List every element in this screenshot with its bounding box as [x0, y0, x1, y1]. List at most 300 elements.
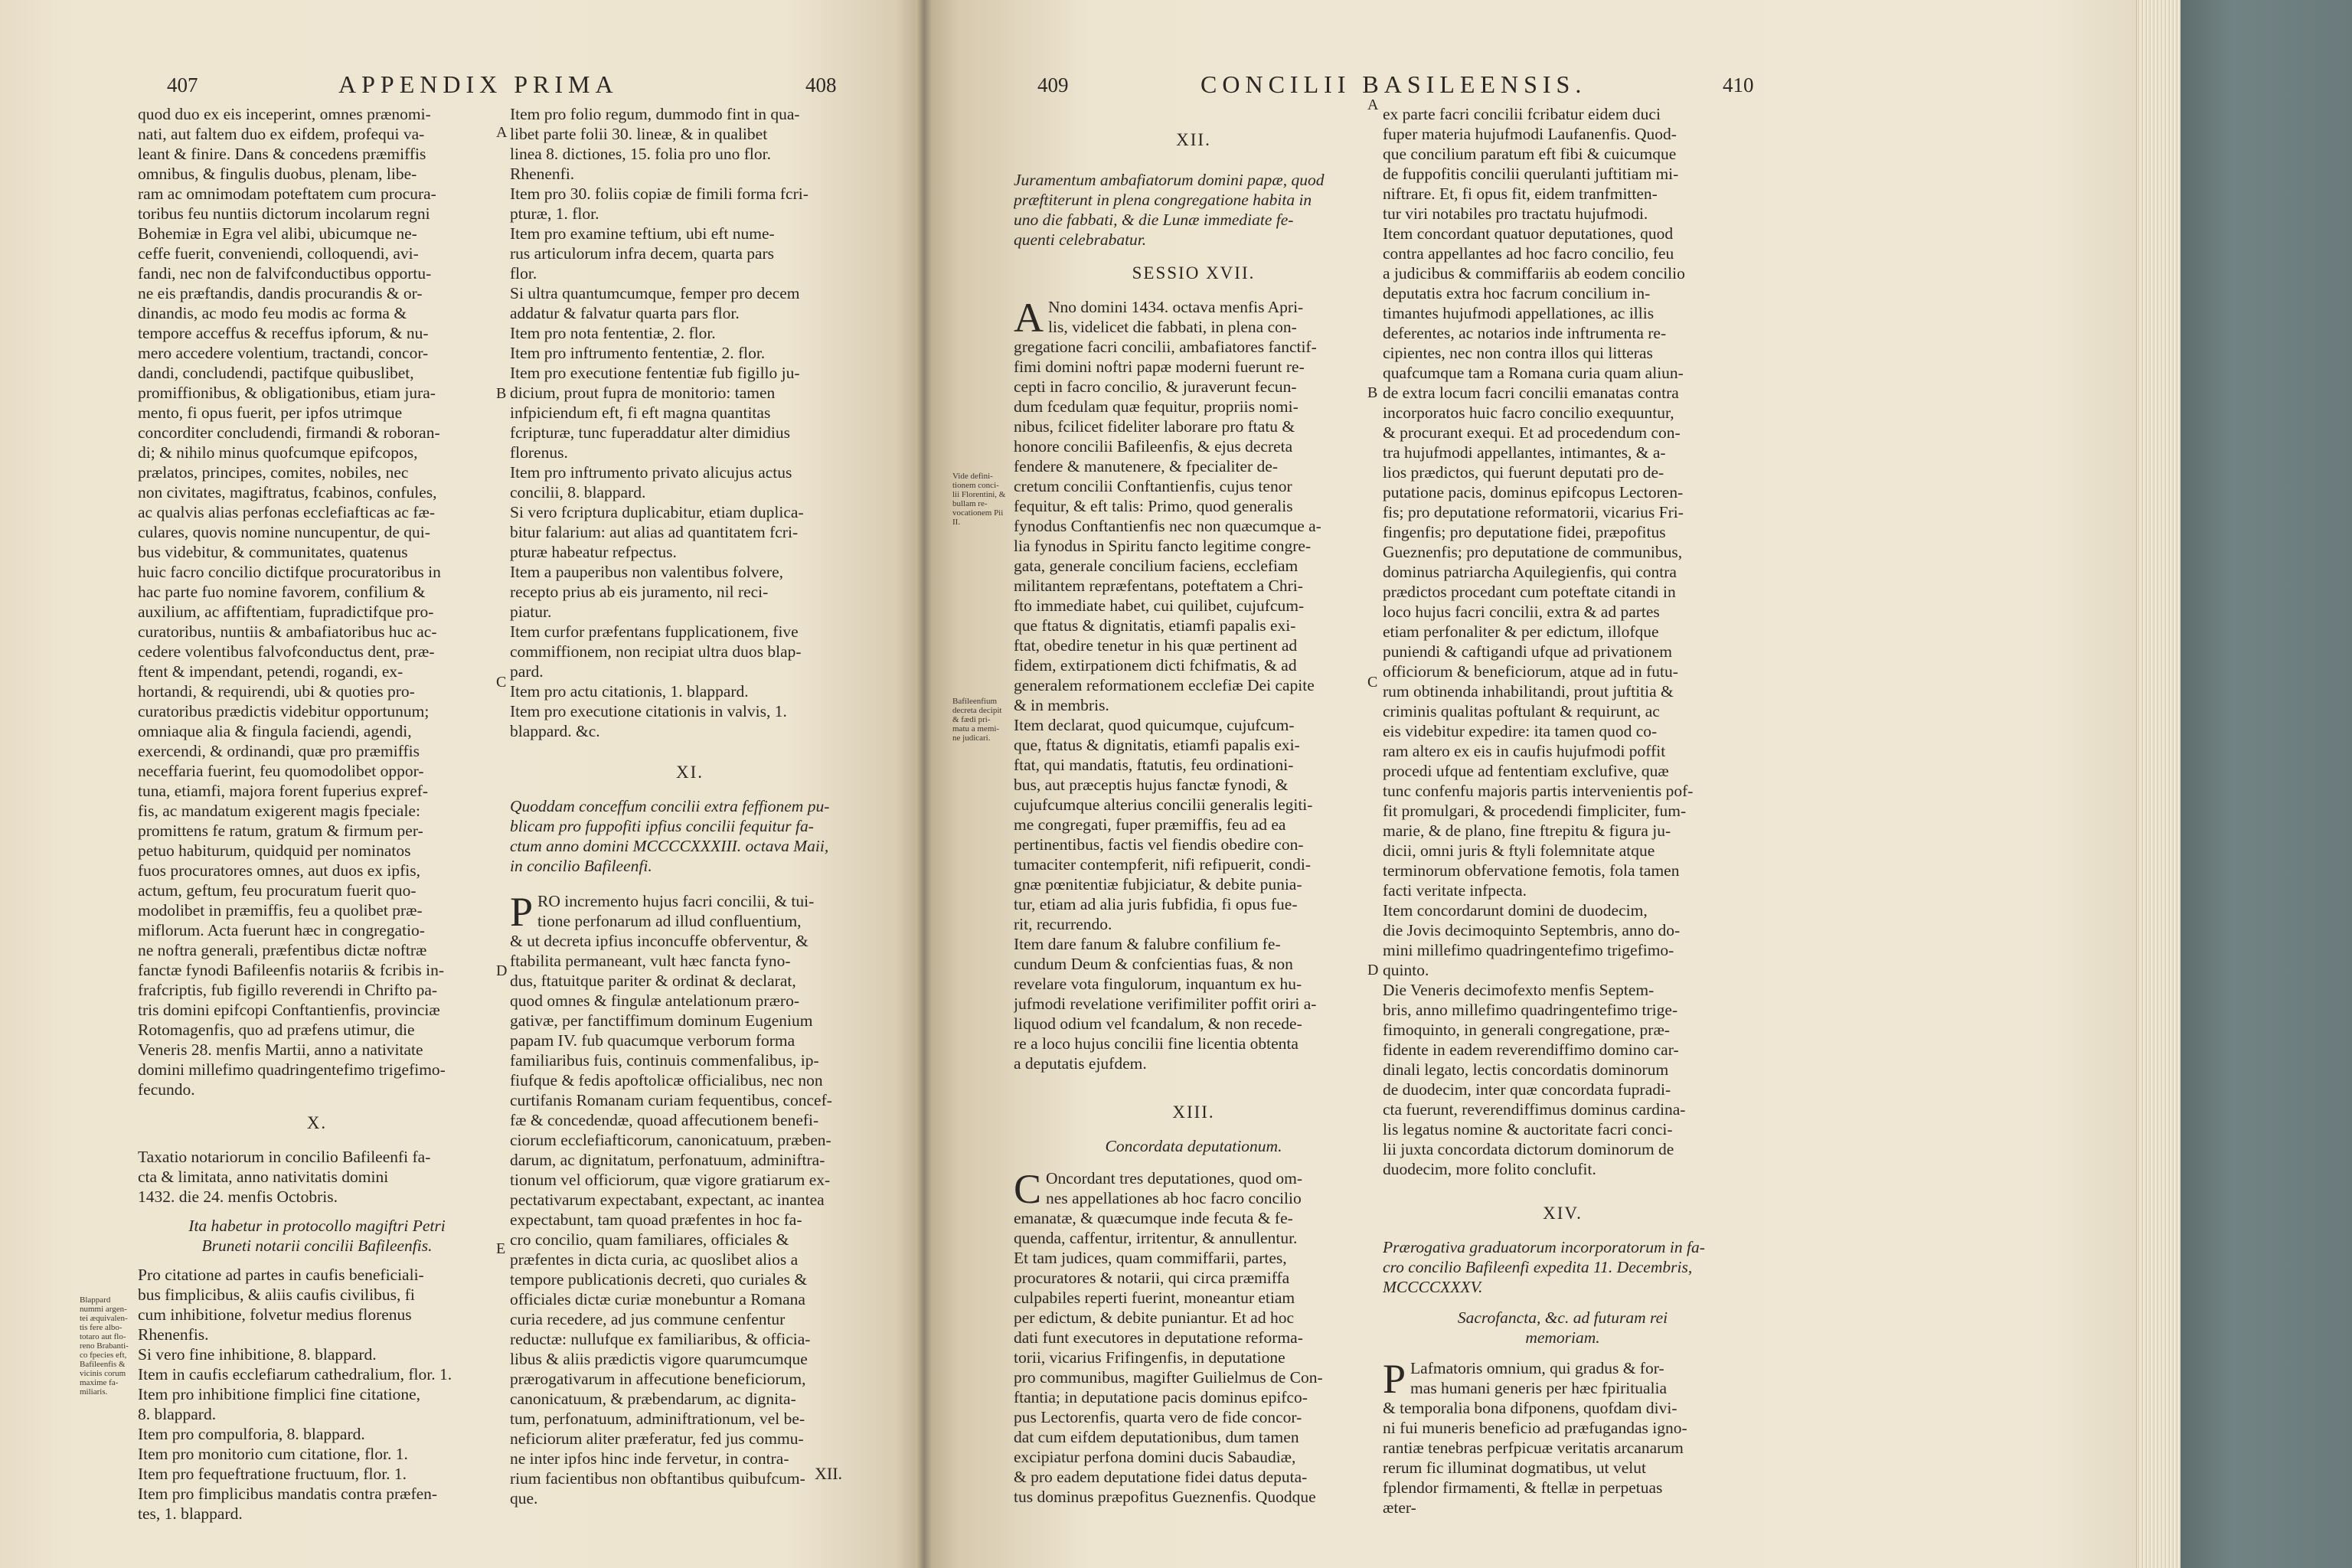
- text-line: per edictum, & debite puniantur. Et ad hoc: [1014, 1308, 1294, 1327]
- text-line: Item pro inhibitione fimplici fine citatione,: [138, 1385, 420, 1403]
- page-number: 408: [805, 74, 837, 96]
- margin-letter: A: [496, 124, 508, 141]
- text-line: neficiorum aliter præferatur, fed jus commu-: [510, 1429, 804, 1448]
- text-line: huic facro concilio dictifque procuratoribus in: [138, 563, 441, 581]
- text-line: cretum concilii Conftantienfis, cujus tenor: [1014, 477, 1292, 495]
- text-line: fit promulgari, & procedendi fimpliciter, fum-: [1383, 802, 1687, 820]
- page-edges: [2136, 0, 2181, 1568]
- text-line: libet parte folii 30. lineæ, & in qualibet: [510, 125, 768, 143]
- text-line: Item pro 30. foliis copiæ de fimili forma fcri-: [510, 185, 808, 203]
- text-line: Item pro executione fententiæ fub figillo ju-: [510, 364, 800, 382]
- text-line: Si ultra quantumcumque, femper pro decem: [510, 284, 800, 302]
- text-line: quod omnes & fingulæ antelationum præro-: [510, 991, 799, 1010]
- text-line: culpabiles reperti fuerint, moneantur etiam: [1014, 1289, 1295, 1307]
- text-line: rit, recurrendo.: [1014, 915, 1112, 933]
- text-line: lis, videlicet die fabbati, in plena con-: [1048, 318, 1297, 336]
- text-line: tur, etiam ad alia juris fubfidia, fi opus fue-: [1014, 895, 1298, 913]
- text-line: pard.: [510, 662, 544, 681]
- text-line: gregatione facri concilii, ambafiatores fanctif-: [1014, 338, 1317, 356]
- text-line: deputatis extra hoc facrum concilium in-: [1383, 284, 1651, 302]
- text-line: terminorum obfervatione femotis, fola tamen: [1383, 861, 1680, 880]
- background-board: [2180, 0, 2352, 1568]
- session-heading: SESSIO XVII.: [1132, 263, 1256, 283]
- text-line: tris domini epifcopi Conftantienfis, provinciæ: [138, 1001, 440, 1019]
- text-line: de fuppofitis concilii querulanti juftitiam mi-: [1383, 165, 1679, 183]
- text-line: prædictos procedant cum poteftate citandi in: [1383, 583, 1676, 601]
- text-line: pro communibus, magifter Guilielmus de Con-: [1014, 1368, 1323, 1387]
- text-line: ciorum ecclefiafticorum, canonicatuum, præben-: [510, 1131, 831, 1149]
- text-line: rantiæ tenebras perfpicuæ veritatis arcanarum: [1383, 1439, 1684, 1457]
- left-column-2: [510, 104, 870, 1508]
- text-line: fanctæ fynodi Bafileenfis notariis & fcribis in-: [138, 961, 445, 979]
- text-line: hac parte fuo nomine favorem, confilium &: [138, 583, 426, 601]
- text-line: Si vero fcriptura duplicabitur, etiam duplica-: [510, 503, 804, 521]
- text-line: liquod odium vel fcandalum, & non recede-: [1014, 1014, 1302, 1033]
- section-heading: XI.: [675, 763, 704, 782]
- text-line: Nno domini 1434. octava menfis Apri-: [1048, 298, 1304, 316]
- text-line: revelare vota fingulorum, inquantum ex hu-: [1014, 975, 1302, 993]
- text-line: fingenfis; pro deputatione fidei, præpofitus: [1383, 523, 1666, 541]
- text-line: expectabunt, tam quoad præfentes in hoc fa-: [510, 1210, 802, 1229]
- margin-note: Vide defini- tionem conci- lii Florentini, & bullam re- vocationem Pii II.: [952, 472, 1006, 527]
- text-line: torii, vicarius Frifingenfis, in deputatione: [1014, 1348, 1285, 1367]
- paragraph: [510, 891, 870, 1508]
- text-line: Item pro nota fententiæ, 2. flor.: [510, 324, 716, 342]
- text-line: tumaciter contempferit, nifi refipuerit, condi-: [1014, 855, 1312, 874]
- text-line: nibus, fcilicet fideliter laborare pro ftatu &: [1014, 417, 1295, 436]
- text-line: tempore acceffus & receffus ipforum, & nu-: [138, 324, 429, 342]
- italic-note: Concordata deputationum.: [1105, 1137, 1282, 1155]
- text-line: fecundo.: [138, 1080, 195, 1099]
- text-line: criminis qualitas poftulant & requirunt, ac: [1383, 702, 1660, 720]
- text-line: ftat, qui mandatis, ftatutis, feu ordinationi-: [1014, 756, 1294, 774]
- text-line: Si vero fine inhibitione, 8. blappard.: [138, 1345, 377, 1364]
- text-line: & in membris.: [1014, 696, 1109, 714]
- text-line: ex parte facri concilii fcribatur eidem duci: [1383, 105, 1661, 123]
- text-line: flor.: [510, 264, 537, 283]
- text-line: miflorum. Acta fuerunt hæc in congregatio-: [138, 921, 425, 939]
- text-line: Rotomagenfis, quo ad præfens utimur, die: [138, 1021, 415, 1039]
- text-line: emanatæ, & quæcumque inde fecuta & fe-: [1014, 1209, 1293, 1227]
- text-line: die Jovis decimoquinto Septembris, anno do-: [1383, 921, 1681, 939]
- text-line: frafcriptis, fub figillo reverendi in Chrifto pa-: [138, 981, 438, 999]
- italic-note: quenti celebrabatur.: [1014, 230, 1147, 249]
- text-line: fuper materia hujufmodi Laufanenfis. Quod-: [1383, 125, 1677, 143]
- text-line: 8. blappard.: [138, 1405, 217, 1423]
- text-line: quod duo ex eis inceperint, omnes prænomi-: [138, 105, 431, 123]
- text-line: pectativarum expectabant, expectant, ac inantea: [510, 1191, 825, 1209]
- italic-note: blicam pro fuppofiti ipfius concilii fequitur fa-: [510, 817, 814, 835]
- text-line: omniaque alia & fingula faciendi, agendi,: [138, 722, 412, 740]
- text-line: que.: [510, 1489, 538, 1508]
- text-line: cipientes, nec non contra illos qui litteras: [1383, 344, 1653, 362]
- left-column-1: [138, 104, 496, 1524]
- text-line: etiam perfonaliter & per edictum, illofque: [1383, 622, 1659, 641]
- text-line: pus Lectorenfis, quarta vero de fide concor-: [1014, 1408, 1302, 1426]
- italic-note: præftiterunt in plena congregatione habita in: [1014, 191, 1312, 209]
- text-line: fis; pro deputatione reformatorii, vicarius Fri-: [1383, 503, 1684, 521]
- text-line: & pro eadem deputatione fidei datus deputa-: [1014, 1468, 1308, 1486]
- text-line: recepto prius ab eis juramento, nil reci-: [510, 583, 769, 601]
- text-line: exercendi, & ordinandi, quæ pro præmiffis: [138, 742, 420, 760]
- italic-note: Bruneti notarii concilii Bafileenfis.: [201, 1236, 433, 1255]
- text-line: niftrare. Et, fi opus fit, eidem tranfmitten-: [1383, 185, 1658, 203]
- text-line: Taxatio notariorum in concilio Bafileenfi fa-: [138, 1148, 431, 1166]
- text-line: Item dare fanum & falubre confilium fe-: [1014, 935, 1281, 953]
- text-line: hortandi, & requirendi, ubi & quoties pro-: [138, 682, 415, 701]
- margin-letter: C: [1367, 674, 1378, 691]
- text-line: Item pro compulforia, 8. blappard.: [138, 1425, 365, 1443]
- text-line: que ftatus & dignitatis, etiamfi papalis exi-: [1014, 616, 1296, 635]
- text-line: Item concordant quatuor deputationes, quod: [1383, 224, 1674, 243]
- text-line: cedere volentibus falvofconductus dent, præ-: [138, 642, 435, 661]
- text-line: mento, fi opus fuerit, per ipfos utrimque: [138, 403, 403, 422]
- text-line: lia fynodus in Spiritu fancto legitime congre-: [1014, 537, 1312, 555]
- text-line: dicii, omni juris & ftyli folemnitate atque: [1383, 841, 1655, 860]
- margin-note: Bafileenfium decreta decipit & fædi pri- matu a memi- ne judicari.: [952, 697, 1002, 743]
- text-line: ac qualvis alias perfonas ecclefiafticas ac fæ-: [138, 503, 435, 521]
- text-line: a judicibus & commiffariis ab eodem concilio: [1383, 264, 1685, 283]
- text-line: curtifanis Romanam curiam fequentibus, concef-: [510, 1091, 832, 1109]
- text-line: fis, ac mandatum exigerent magis fpeciale:: [138, 802, 420, 820]
- text-line: de duodecim, inter quæ concordata fupradi-: [1383, 1080, 1671, 1099]
- text-line: cepti in facro concilio, & juraverunt fecun-: [1014, 377, 1297, 396]
- text-line: linea 8. dictiones, 15. folia pro uno flor.: [510, 145, 771, 163]
- italic-note: in concilio Bafileenfi.: [510, 857, 652, 875]
- margin-letter: D: [496, 962, 508, 979]
- text-line: puniendi & caftigandi ufque ad privationem: [1383, 642, 1672, 661]
- text-line: tempore publicationis decreti, quo curiales &: [510, 1270, 808, 1289]
- paragraph: [1014, 1168, 1374, 1507]
- text-line: Et tam judices, quam commiffarii, partes,: [1014, 1249, 1287, 1267]
- text-line: 1432. die 24. menfis Octobris.: [138, 1187, 338, 1206]
- text-line: & procurant exequi. Et ad procedendum con-: [1383, 423, 1681, 442]
- text-line: tunc confenfu majoris partis intervenientis pof-: [1383, 782, 1694, 800]
- paragraph: [1014, 297, 1374, 1073]
- text-line: fuos procuratores omnes, aut duos ex ipfis,: [138, 861, 421, 880]
- text-line: & temporalia bona difponens, quofdam divi-: [1383, 1399, 1677, 1417]
- text-line: quenda, caffentur, irritentur, & annullentur.: [1014, 1229, 1298, 1247]
- text-line: Rhenenfis.: [138, 1325, 209, 1344]
- text-line: Item pro executione citationis in valvis, 1.: [510, 702, 787, 720]
- text-line: promiffionibus, & obligationibus, etiam jura-: [138, 384, 436, 402]
- text-line: prærogativarum in affecutione beneficiorum,: [510, 1370, 806, 1388]
- margin-letter: C: [496, 674, 507, 691]
- text-line: auxilium, ac affiftentiam, fupradictifque pro-: [138, 603, 434, 621]
- text-line: æter-: [1383, 1498, 1416, 1517]
- text-line: Item pro fimplicibus mandatis contra præfen-: [138, 1485, 438, 1503]
- text-line: timantes hujufmodi appellationes, ac illis: [1383, 304, 1655, 322]
- text-line: Item pro inftrumento fententiæ, 2. flor.: [510, 344, 766, 362]
- text-line: cta & limitata, anno nativitatis domini: [138, 1168, 389, 1186]
- text-line: cum inhibitione, folvetur medius florenus: [138, 1305, 412, 1324]
- text-line: tus dominus præpofitus Gueznenfis. Quodque: [1014, 1488, 1316, 1506]
- text-line: lii juxta concordata dictorum dominorum de: [1383, 1140, 1674, 1158]
- italic-note: ctum anno domini MCCCCXXXIII. octava Maii,: [510, 837, 829, 855]
- margin-letter: E: [496, 1240, 506, 1257]
- drop-cap: P: [1383, 1356, 1406, 1402]
- section-heading: XIV.: [1543, 1204, 1583, 1223]
- text-line: curatoribus, nuntiis & ambafiatoribus huc ac-: [138, 622, 437, 641]
- text-line: modolibet in præmiffis, feu a quolibet præ-: [138, 901, 423, 920]
- italic-note: Sacrofancta, &c. ad futuram rei: [1457, 1308, 1668, 1327]
- text-line: que concilium paratum eft fibi & cuicumque: [1383, 145, 1677, 163]
- text-line: dum fcedulam quæ fequitur, propriis nomi-: [1014, 397, 1298, 416]
- page-number: 410: [1723, 74, 1754, 96]
- text-line: gnæ pœnitentiæ fubjiciatur, & debite punia-: [1014, 875, 1302, 893]
- italic-note: cro concilio Bafileenfi expedita 11. Decembris,: [1383, 1258, 1693, 1276]
- text-line: gata, generale concilium faciens, ecclefiam: [1014, 557, 1298, 575]
- text-line: fidem, extirpationem dicti fchifmatis, & ad: [1014, 656, 1297, 675]
- text-line: culares, quovis nomine nuncupentur, de qui-: [138, 523, 430, 541]
- italic-note: MCCCCXXXV.: [1383, 1278, 1483, 1296]
- text-line: Item pro fequeftratione fructuum, flor. 1.: [138, 1465, 407, 1483]
- text-line: militantem repræfentans, poteftatem a Chri-: [1014, 577, 1303, 595]
- text-line: concorditer concludendi, firmandi & roboran-: [138, 423, 440, 442]
- text-line: cro concilio, quam familiares, officiales &: [510, 1230, 789, 1249]
- text-line: bris, anno millefimo quadringentefimo trige-: [1383, 1001, 1678, 1019]
- text-line: curatoribus prædictis videbitur opportunum;: [138, 702, 430, 720]
- text-line: prælatos, principes, comites, nobiles, nec: [138, 463, 409, 482]
- text-line: di; & nihilo minus quofcumque epifcopos,: [138, 443, 418, 462]
- text-line: addatur & falvatur quarta pars flor.: [510, 304, 740, 322]
- text-line: ne noftra generali, præfentibus dictæ noftræ: [138, 941, 427, 959]
- text-line: loco hujus facri concilii, extra & ad partes: [1383, 603, 1660, 621]
- text-line: Veneris 28. menfis Martii, anno a nativitate: [138, 1040, 423, 1059]
- text-line: jufmodi revelatione verifimiliter poffit oriri a-: [1014, 995, 1317, 1013]
- drop-cap: C: [1014, 1166, 1042, 1212]
- text-line: cta fuerunt, reverendiffimus dominus cardina-: [1383, 1100, 1686, 1119]
- text-line: dinali legato, lectis concordatis dominorum: [1383, 1060, 1669, 1079]
- text-line: eis videbitur expedire: ita tamen quod co-: [1383, 722, 1658, 740]
- text-line: RO incremento hujus facri concilii, & tui-: [537, 892, 815, 910]
- text-line: Item pro actu citationis, 1. blappard.: [510, 682, 749, 701]
- text-line: fimoquinto, in generali congregatione, præ-: [1383, 1021, 1670, 1039]
- text-line: facti veritate infpecta.: [1383, 881, 1527, 900]
- text-line: domini millefimo quadringentefimo trigefimo-: [138, 1060, 446, 1079]
- text-line: darum, ac dignitatum, perfonatuum, adminiftra-: [510, 1151, 825, 1169]
- text-line: me congregati, fuper præmiffis, feu ad ea: [1014, 815, 1286, 834]
- text-line: dicium, prout fupra de monitorio: tamen: [510, 384, 776, 402]
- text-line: Item concordarunt domini de duodecim,: [1383, 901, 1648, 920]
- text-line: ne inter ipfos hinc inde fervetur, in contra-: [510, 1449, 789, 1468]
- text-line: & ut decreta ipfius inconcuffe obferventur, &: [510, 932, 808, 950]
- text-line: mero accedere volentium, tractandi, concor-: [138, 344, 429, 362]
- text-line: re a loco hujus concilii fine licentia obtenta: [1014, 1034, 1298, 1053]
- text-line: fcripturæ, tunc fuperaddatur alter dimidius: [510, 423, 790, 442]
- text-line: petuo habiturum, quidquid per nominatos: [138, 841, 411, 860]
- text-line: Oncordant tres deputationes, quod om-: [1046, 1169, 1302, 1187]
- italic-note: uno die fabbati, & die Lunæ immediate fe-: [1014, 211, 1294, 229]
- text-line: procedi ufque ad fententiam exclufive, quæ: [1383, 762, 1669, 780]
- text-line: pturæ, 1. flor.: [510, 204, 599, 223]
- text-line: ftent & impendant, petendi, rogandi, ex-: [138, 662, 403, 681]
- text-line: nes appellationes ab hoc facro concilio: [1046, 1189, 1302, 1207]
- italic-note: Juramentum ambafiatorum domini papæ, quod: [1014, 171, 1325, 189]
- text-line: pertinentibus, factis vel fiendis obedire con-: [1014, 835, 1304, 854]
- text-line: tum, perfonatuum, adminiftrationum, vel be-: [510, 1410, 805, 1428]
- text-line: curia recedere, ad jus commune cenfentur: [510, 1310, 786, 1328]
- margin-note: Blappard nummi argen- tei æquivalen- tis fere albo- totaro aut flo- reno Brabanti- co fpecies eft, Bafileenfis & vicinis corum maxime fa- miliaris.: [80, 1295, 129, 1396]
- text-line: pturæ habeatur refpectus.: [510, 543, 677, 561]
- book-gutter: [916, 0, 933, 1568]
- text-line: ram ac omnimodam poteftatem cum procura-: [138, 185, 436, 203]
- text-line: fandi, nec non de falvifconductibus opportu-: [138, 264, 432, 283]
- text-line: cujufcumque alterius concilii generalis legiti-: [1014, 795, 1313, 814]
- text-line: florenus.: [510, 443, 568, 462]
- text-line: ftat, obedire tenetur in his quæ pertinent ad: [1014, 636, 1298, 655]
- page-number: 409: [1037, 74, 1069, 96]
- text-line: infpiciendum eft, fi eft magna quantitas: [510, 403, 771, 422]
- text-line: ceffe fuerit, conveniendi, colloquendi, avi-: [138, 244, 419, 263]
- text-line: Item pro inftrumento privato alicujus actus: [510, 463, 792, 482]
- text-line: duodecim, more folito conclufit.: [1383, 1160, 1596, 1178]
- text-line: officiorum & beneficiorum, atque ad in futu-: [1383, 662, 1678, 681]
- text-line: dati funt executores in deputatione reforma-: [1014, 1328, 1303, 1347]
- text-line: Gueznenfis; pro deputatione de communibus,: [1383, 543, 1683, 561]
- text-line: bitur falarium: aut alias ad quantitatem fcri-: [510, 523, 799, 541]
- text-line: lis legatus nomine & auctoritate facri conci-: [1383, 1120, 1673, 1138]
- text-line: Pro citatione ad partes in caufis beneficiali-: [138, 1266, 424, 1284]
- text-line: dus, ftatuitque pariter & ordinat & declarat,: [510, 972, 796, 990]
- text-line: leant & finire. Dans & concedens præmiffis: [138, 145, 426, 163]
- text-line: tes, 1. blappard.: [138, 1504, 243, 1523]
- drop-cap: P: [510, 889, 534, 935]
- text-line: bus, aut præceptis hujus fanctæ fynodi, &: [1014, 776, 1289, 794]
- text-line: de extra locum facri concilii emanatas contra: [1383, 384, 1679, 402]
- text-line: toribus feu nuntiis dictorum incolarum regni: [138, 204, 430, 223]
- text-line: ftantia; in deputatione pacis dominus epifco-: [1014, 1388, 1308, 1406]
- text-line: cundum Deum & confcientias fuas, & non: [1014, 955, 1293, 973]
- text-line: actum, geftum, feu procuratum fuerit quo-: [138, 881, 416, 900]
- text-line: a deputatis ejufdem.: [1014, 1054, 1147, 1073]
- text-line: Item pro monitorio cum citatione, flor. 1.: [138, 1445, 408, 1463]
- text-line: fequitur, & eft talis: Primo, quod generalis: [1014, 497, 1293, 515]
- text-line: neceffaria fuerint, feu quomodolibet oppor-: [138, 762, 424, 780]
- text-line: tione perfonarum ad illud confluentium,: [537, 912, 802, 930]
- text-line: marie, & de plano, fine ftrepitu & figura ju-: [1383, 822, 1671, 840]
- section-heading: X.: [306, 1113, 328, 1132]
- text-line: non civitates, magiftratus, fcabinos, confules,: [138, 483, 437, 501]
- italic-note: memoriam.: [1525, 1328, 1600, 1347]
- text-line: Bohemiæ in Egra vel alibi, ubicumque ne-: [138, 224, 417, 243]
- text-line: fto immediate habet, cui quilibet, cujufcum-: [1014, 596, 1305, 615]
- italic-note: Prærogativa graduatorum incorporatorum in fa-: [1383, 1238, 1705, 1256]
- text-line: ram altero ex eis in caufis hujufmodi poffit: [1383, 742, 1666, 760]
- section-heading: XII.: [1176, 130, 1211, 149]
- text-line: dandi, concludendi, pactifque quibuslibet,: [138, 364, 414, 382]
- text-line: Item curfor præfentans fupplicationem, five: [510, 622, 799, 641]
- page-number: 407: [167, 74, 198, 96]
- text-line: Item a pauperibus non valentibus folvere,: [510, 563, 784, 581]
- text-line: concilii, 8. blappard.: [510, 483, 646, 501]
- text-line: Item declarat, quod quicumque, cujufcum-: [1014, 716, 1295, 734]
- running-head: APPENDIX PRIMA: [338, 70, 619, 98]
- text-line: que, ftatus & dignitatis, etiamfi papalis exi-: [1014, 736, 1300, 754]
- text-line: nati, aut faltem duo ex eifdem, profequi va-: [138, 125, 425, 143]
- text-line: canonicatuum, & præbendarum, ac dignita-: [510, 1390, 796, 1408]
- text-line: lios prædictos, qui fuerunt deputati pro de-: [1383, 463, 1664, 482]
- italic-note: Ita habetur in protocollo magiftri Petri: [188, 1217, 446, 1235]
- text-line: reductæ: nullufque ex familiaribus, & officia-: [510, 1330, 811, 1348]
- text-line: fplendor firmamenti, & ftellæ in perpetuas: [1383, 1478, 1663, 1497]
- text-line: piatur.: [510, 603, 552, 621]
- text-line: putatione pacis, dominus epifcopus Lectoren-: [1383, 483, 1684, 501]
- margin-letter: D: [1367, 962, 1379, 978]
- text-line: papam IV. fub quacumque verborum forma: [510, 1031, 795, 1050]
- text-line: fynodus Conftantienfis nec non quæcumque a-: [1014, 517, 1321, 535]
- margin-letter: A: [1367, 96, 1379, 113]
- text-line: procuratores & notarii, qui circa præmiffa: [1014, 1269, 1290, 1287]
- text-line: dominus patriarcha Aquilegienfis, qui contra: [1383, 563, 1677, 581]
- text-line: rerum fic illuminat dogmatibus, ut velut: [1383, 1459, 1646, 1477]
- text-line: libus & aliis prædictis vigore quarumcumque: [510, 1350, 808, 1368]
- section-heading: XIII.: [1172, 1102, 1215, 1122]
- right-column-2: [1383, 104, 1743, 1517]
- margin-letter: B: [1367, 384, 1378, 401]
- text-line: Lafmatoris omnium, qui gradus & for-: [1410, 1359, 1664, 1377]
- right-column-1: [1014, 104, 1374, 1507]
- text-line: tuna, etiamfi, majora forent fuperius expref-: [138, 782, 429, 800]
- text-line: rus articulorum infra decem, quarta pars: [510, 244, 775, 263]
- text-line: Item in caufis ecclefiarum cathedralium, flor. 1.: [138, 1365, 452, 1383]
- text-line: mas humani generis per hæc fpiritualia: [1410, 1379, 1667, 1397]
- text-line: Die Veneris decimofexto menfis Septem-: [1383, 981, 1655, 999]
- text-line: Item pro examine teftium, ubi eft nume-: [510, 224, 775, 243]
- text-line: officiales dictæ curiæ monebuntur a Romana: [510, 1290, 805, 1308]
- text-line: dat cum eifdem deputationibus, dum tamen: [1014, 1428, 1299, 1446]
- text-line: tionum vel officiorum, quæ vigore gratiarum ex-: [510, 1171, 831, 1189]
- text-line: generalem reformationem ecclefiæ Dei capite: [1014, 676, 1315, 694]
- drop-cap: A: [1014, 295, 1044, 341]
- text-line: fidente in eadem reverendiffimo domino car-: [1383, 1040, 1679, 1059]
- text-line: tra hujufmodi appellantes, intimantes, & a-: [1383, 443, 1666, 462]
- text-line: quinto.: [1383, 961, 1429, 979]
- text-line: excipiatur perfona domini ducis Sabaudiæ,: [1014, 1448, 1296, 1466]
- text-line: fiufque & fedis apoftolicæ officialibus, nec non: [510, 1071, 823, 1089]
- text-line: honore concilii Bafileenfis, & ejus decreta: [1014, 437, 1293, 456]
- text-line: blappard. &c.: [510, 722, 600, 740]
- text-line: deferentes, ac notarios inde inftrumenta re-: [1383, 324, 1667, 342]
- text-line: bus fimplicibus, & aliis caufis civilibus, fi: [138, 1285, 415, 1304]
- text-line: ni fui muneris beneficio ad præfugandas igno-: [1383, 1419, 1687, 1437]
- text-line: contra appellantes ad hoc facro concilio, feu: [1383, 244, 1674, 263]
- text-line: incorporatos huic facro concilio exequuntur,: [1383, 403, 1674, 422]
- text-line: Item pro folio regum, dummodo fint in qua-: [510, 105, 800, 123]
- text-line: Rhenenfi.: [510, 165, 575, 183]
- italic-note: Quoddam conceffum concilii extra feffionem pu-: [510, 797, 830, 815]
- text-line: rum obtinenda inhabilitandi, prout juftitia &: [1383, 682, 1674, 701]
- text-line: quafcumque tam a Romana curia quam aliun-: [1383, 364, 1684, 382]
- running-head: CONCILII BASILEENSIS.: [1200, 70, 1587, 98]
- text-line: rium facientibus non obftantibus quibufcum-: [510, 1469, 805, 1488]
- margin-letter: B: [496, 385, 507, 402]
- text-line: fendere & manutenere, & fpecialiter de-: [1014, 457, 1279, 475]
- text-line: fimi domini noftri papæ moderni fuerunt re-: [1014, 358, 1305, 376]
- paragraph: [1383, 1358, 1743, 1517]
- text-line: ftabilita permaneant, vult hæc fancta fyno-: [510, 952, 791, 970]
- text-line: tur viri notabiles pro tractatu hujufmodi.: [1383, 204, 1648, 223]
- text-line: fæ & concedendæ, quoad affecutionem benefi-: [510, 1111, 819, 1129]
- text-line: gativæ, per fanctiffimum dominum Eugenium: [510, 1011, 813, 1030]
- text-line: bus videbitur, & communitates, quatenus: [138, 543, 408, 561]
- text-line: promittens fe ratum, gratum & firmum per-: [138, 822, 423, 840]
- text-line: præfentes in dicta curia, ac quoslibet alios a: [510, 1250, 799, 1269]
- text-line: familiaribus fuis, continuis commenfalibus, ip-: [510, 1051, 819, 1070]
- text-line: commiffionem, non recipiat ultra duos blap-: [510, 642, 802, 661]
- text-line: ne eis præftandis, dandis procurandis & or-: [138, 284, 423, 302]
- text-line: omnibus, & fingulis duobus, plenam, libe-: [138, 165, 417, 183]
